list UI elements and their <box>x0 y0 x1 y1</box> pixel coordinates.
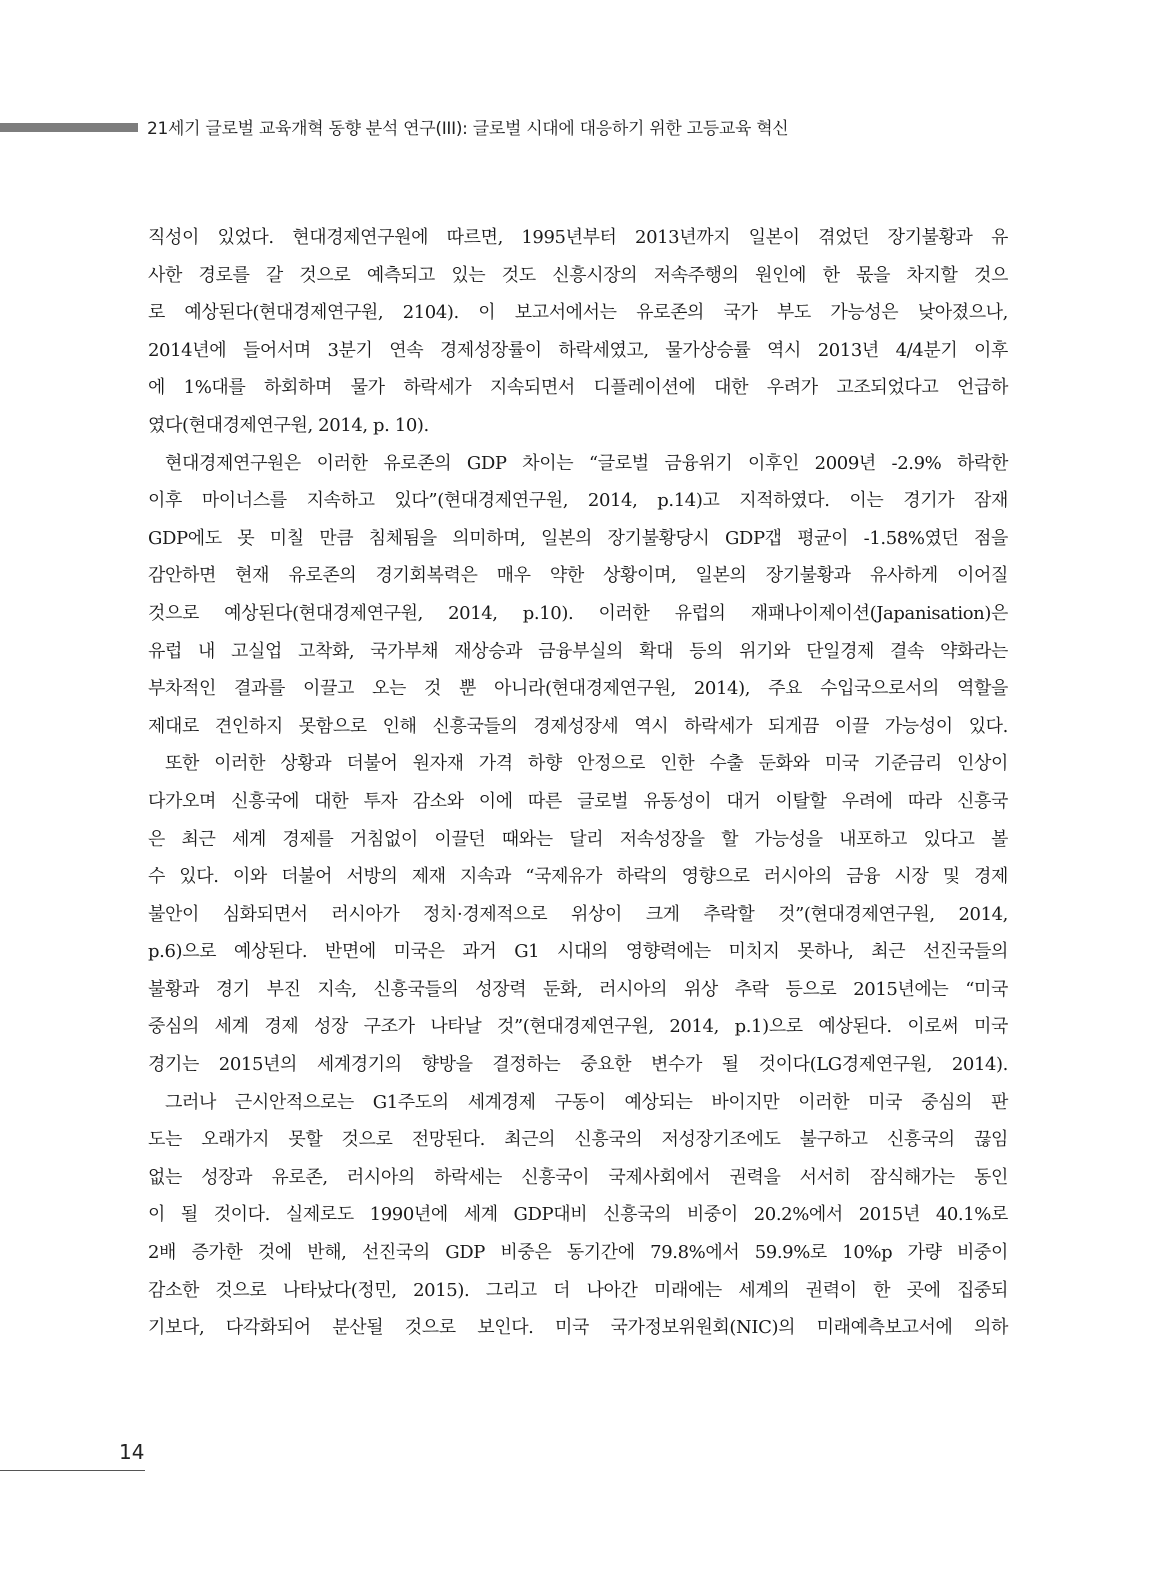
text-line: 직성이 있었다. 현대경제연구원에 따르면, 1995년부터 2013년까지 일본이 겪었던 장기불황과 유 <box>148 227 1008 248</box>
text-line: 제대로 견인하지 못함으로 인해 신흥국들의 경제성장세 역시 하락세가 되게끔 이끌 가능성이 있다. <box>148 715 1008 737</box>
text-line: 사한 경로를 갈 것으로 예측되고 있는 것도 신흥시장의 저속주행의 원인에 한 몫을 차지할 것으 <box>148 264 1008 286</box>
text-line: 불안이 심화되면서 러시아가 정치·경제적으로 위상이 크게 추락할 것”(현대경제연구원, 2014, <box>148 903 1008 925</box>
body-text <box>148 219 1008 1347</box>
text-line: 유럽 내 고실업 고착화, 국가부채 재상승과 금융부실의 확대 등의 위기와 단일경제 결속 약화라는 <box>148 640 1008 662</box>
text-line: 경기는 2015년의 세계경기의 향방을 결정하는 중요한 변수가 될 것이다(LG경제연구원, 2014). <box>148 1054 1008 1076</box>
text-line: 은 최근 세계 경제를 거침없이 이끌던 때와는 달리 저속성장을 할 가능성을 내포하고 있다고 볼 <box>148 828 1008 850</box>
text-line: 또한 이러한 상황과 더불어 원자재 가격 하향 안정으로 인한 수출 둔화와 미국 기준금리 인상이 <box>165 753 1008 775</box>
text-line: 것으로 예상된다(현대경제연구원, 2014, p.10). 이러한 유럽의 재패나이제이션(Japanisation)은 <box>148 602 1008 624</box>
text-line: 다가오며 신흥국에 대한 투자 감소와 이에 따른 글로벌 유동성이 대거 이탈할 우려에 따라 신흥국 <box>148 790 1008 812</box>
text-line: 기보다, 다각화되어 분산될 것으로 보인다. 미국 국가정보위원회(NIC)의 미래예측보고서에 의하 <box>148 1317 1008 1339</box>
header-accent-bar <box>0 123 138 132</box>
text-line: 중심의 세계 경제 성장 구조가 나타날 것”(현대경제연구원, 2014, p.1)으로 예상된다. 이로써 미국 <box>148 1016 1008 1038</box>
footer-rule <box>0 1470 145 1471</box>
text-line: 이 될 것이다. 실제로도 1990년에 세계 GDP대비 신흥국의 비중이 20.2%에서 2015년 40.1%로 <box>148 1204 1008 1226</box>
running-header-title: 21세기 글로벌 교육개혁 동향 분석 연구(III): 글로벌 시대에 대응하기 위한 고등교육 혁신 <box>147 119 789 139</box>
text-line: 불황과 경기 부진 지속, 신흥국들의 성장력 둔화, 러시아의 위상 추락 등으로 2015년에는 “미국 <box>148 978 1008 1000</box>
text-line: 에 1%대를 하회하며 물가 하락세가 지속되면서 디플레이션에 대한 우려가 고조되었다고 언급하 <box>148 377 1008 399</box>
page-number: 14 <box>119 1440 145 1464</box>
text-line: p.6)으로 예상된다. 반면에 미국은 과거 G1 시대의 영향력에는 미치지 못하나, 최근 선진국들의 <box>148 941 1008 963</box>
text-line: 였다(현대경제연구원, 2014, p. 10). <box>148 414 429 436</box>
text-line: 도는 오래가지 못할 것으로 전망된다. 최근의 신흥국의 저성장기조에도 불구하고 신흥국의 끊임 <box>148 1129 1008 1151</box>
text-line: 현대경제연구원은 이러한 유로존의 GDP 차이는 “글로벌 금융위기 이후인 2009년 -2.9% 하락한 <box>165 452 1008 474</box>
text-line: 없는 성장과 유로존, 러시아의 하락세는 신흥국이 국제사회에서 권력을 서서히 잠식해가는 동인 <box>148 1166 1008 1188</box>
text-line: 수 있다. 이와 더불어 서방의 제재 지속과 “국제유가 하락의 영향으로 러시아의 금융 시장 및 경제 <box>148 866 1008 888</box>
text-line: 2014년에 들어서며 3분기 연속 경제성장률이 하락세였고, 물가상승률 역시 2013년 4/4분기 이후 <box>148 339 1008 361</box>
text-line: 2배 증가한 것에 반해, 선진국의 GDP 비중은 동기간에 79.8%에서 59.9%로 10%p 가량 비중이 <box>148 1242 1008 1264</box>
text-line: 그러나 근시안적으로는 G1주도의 세계경제 구동이 예상되는 바이지만 이러한 미국 중심의 판 <box>165 1091 1008 1113</box>
text-line: 부차적인 결과를 이끌고 오는 것 뿐 아니라(현대경제연구원, 2014), 주요 수입국으로서의 역할을 <box>148 678 1008 700</box>
text-line: 이후 마이너스를 지속하고 있다”(현대경제연구원, 2014, p.14)고 지적하였다. 이는 경기가 잠재 <box>148 490 1008 512</box>
text-line: 로 예상된다(현대경제연구원, 2104). 이 보고서에서는 유로존의 국가 부도 가능성은 낮아졌으나, <box>148 302 1008 324</box>
text-line: GDP에도 못 미칠 만큼 침체됨을 의미하며, 일본의 장기불황당시 GDP갭 평균이 -1.58%였던 점을 <box>148 527 1008 549</box>
text-line: 감소한 것으로 나타났다(정민, 2015). 그리고 더 나아간 미래에는 세계의 권력이 한 곳에 집중되 <box>148 1279 1008 1301</box>
text-line: 감안하면 현재 유로존의 경기회복력은 매우 약한 상황이며, 일본의 장기불황과 유사하게 이어질 <box>148 565 1008 587</box>
